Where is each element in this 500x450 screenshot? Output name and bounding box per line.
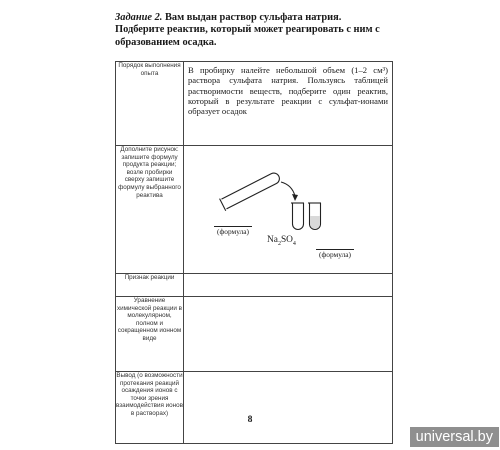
tilted-test-tube xyxy=(220,170,282,211)
row-label-procedure: Порядок выполнения опыта xyxy=(116,62,184,146)
right-test-tube xyxy=(308,203,321,230)
table-row xyxy=(116,62,393,146)
task-text: Вам выдан раствор сульфата натрия. Подберите реактив, который может реагировать с ним с образованием осадка. xyxy=(115,12,380,48)
drawing-cell xyxy=(184,146,393,274)
row-label-equation: Уравнение химической реакции в молекулярном, полном и сокращенном ионном виде xyxy=(116,297,184,372)
middle-test-tube xyxy=(291,203,304,230)
procedure-text: В пробирку налейте небольшой объем (1–2 см³) раствора сульфата натрия. Пользуясь таблицей растворимости веществ, подберите один реактив, который в результате реакции с сульфат-ионами образует осадок xyxy=(188,65,388,117)
pour-arrow xyxy=(281,182,295,196)
table-row xyxy=(116,297,393,372)
procedure-cell xyxy=(184,62,393,146)
task-heading xyxy=(115,12,393,49)
conclusion-answer-cell[interactable] xyxy=(184,372,393,444)
product-formula-label xyxy=(316,244,354,262)
reagent-sub-2: 4 xyxy=(292,240,296,247)
page-number: 8 xyxy=(247,414,253,425)
formula-blank-right: (формула) xyxy=(316,249,354,259)
formula-blank-left: (формула) xyxy=(214,226,252,236)
row-label-conclusion: Вывод (о возможности протекания реакций осаждения ионов с точки зрения взаимодействия ионов в растворах) xyxy=(116,372,184,444)
watermark: universal.by xyxy=(410,427,499,447)
table-row xyxy=(116,274,393,297)
row-label-sign: Признак реакции xyxy=(116,274,184,297)
reagent-mid: SO xyxy=(280,235,293,245)
worksheet-table xyxy=(115,61,393,444)
sodium-sulfate-label xyxy=(267,235,296,247)
table-row xyxy=(116,146,393,274)
task-number: Задание 2. xyxy=(115,12,163,23)
test-tube-drawing xyxy=(184,146,392,258)
reagent-name: Na xyxy=(267,235,278,245)
table-row xyxy=(116,372,393,444)
sign-answer-cell[interactable] xyxy=(184,274,393,297)
reagent-sub-1: 2 xyxy=(277,240,281,247)
arrow-head xyxy=(292,194,298,201)
reagent-formula-label xyxy=(214,221,252,239)
row-label-drawing: Дополните рисунок: запишите формулу продукта реакции; возле пробирки сверху запишите формулу выбранного реактива xyxy=(116,146,184,274)
equation-answer-cell[interactable] xyxy=(184,297,393,372)
